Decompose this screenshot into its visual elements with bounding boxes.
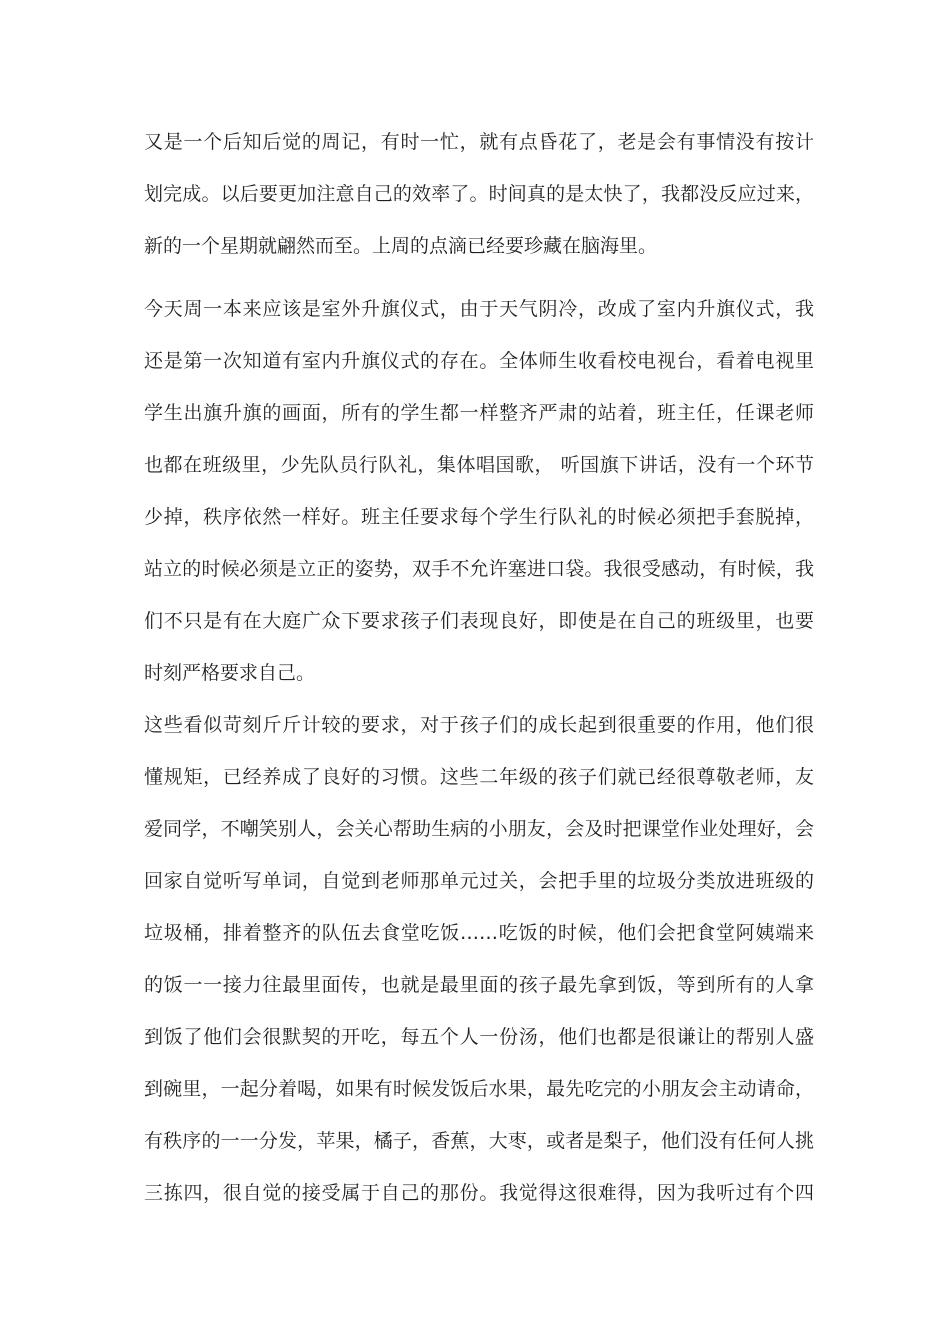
text-line: 少掉，秩序依然一样好。班主任要求每个学生行队礼的时候必须把手套脱掉，: [144, 506, 814, 528]
text-line: 有秩序的一一分发，苹果，橘子，香蕉，大枣，或者是梨子，他们没有任何人挑: [144, 1130, 814, 1152]
text-line: 还是第一次知道有室内升旗仪式的存在。全体师生收看校电视台，看着电视里: [144, 350, 814, 372]
text-line: 今天周一本来应该是室外升旗仪式，由于天气阴冷，改成了室内升旗仪式，我: [144, 298, 814, 320]
text-line: 站立的时候必须是立正的姿势，双手不允许塞进口袋。我很受感动，有时候，我: [144, 558, 814, 580]
text-line: 到饭了他们会很默契的开吃，每五个人一份汤，他们也都是很谦让的帮别人盛: [144, 1026, 814, 1048]
text-line: 也都在班级里，少先队员行队礼，集体唱国歌， 听国旗下讲话，没有一个环节: [144, 454, 814, 476]
paragraph-3: [144, 699, 814, 1219]
text-line: 划完成。以后要更加注意自己的效率了。时间真的是太快了，我都没反应过来，: [144, 183, 814, 205]
text-line: 懂规矩，已经养成了良好的习惯。这些二年级的孩子们就已经很尊敬老师，友: [144, 766, 814, 788]
paragraph-2: [144, 283, 814, 699]
text-line: 三拣四，很自觉的接受属于自己的那份。我觉得这很难得，因为我听过有个四: [144, 1182, 814, 1204]
text-line: 回家自觉听写单词，自觉到老师那单元过关，会把手里的垃圾分类放进班级的: [144, 870, 814, 892]
text-line: 爱同学，不嘲笑别人，会关心帮助生病的小朋友，会及时把课堂作业处理好，会: [144, 818, 814, 840]
text-line: 垃圾桶，排着整齐的队伍去食堂吃饭……吃饭的时候，他们会把食堂阿姨端来: [144, 922, 814, 944]
text-line: 又是一个后知后觉的周记，有时一忙，就有点昏花了，老是会有事情没有按计: [144, 131, 814, 153]
text-line: 时刻严格要求自己。: [144, 662, 316, 684]
text-line: 的饭一一接力往最里面传，也就是最里面的孩子最先拿到饭，等到所有的人拿: [144, 974, 814, 996]
text-line: 新的一个星期就翩然而至。上周的点滴已经要珍藏在脑海里。: [144, 235, 658, 257]
text-line: 们不只是有在大庭广众下要求孩子们表现良好，即使是在自己的班级里，也要: [144, 610, 814, 632]
paragraph-1: [144, 116, 814, 272]
text-line: 到碗里，一起分着喝，如果有时候发饭后水果，最先吃完的小朋友会主动请命，: [144, 1078, 814, 1100]
text-line: 学生出旗升旗的画面，所有的学生都一样整齐严肃的站着，班主任，任课老师: [144, 402, 814, 424]
text-line: 这些看似苛刻斤斤计较的要求，对于孩子们的成长起到很重要的作用，他们很: [144, 714, 814, 736]
